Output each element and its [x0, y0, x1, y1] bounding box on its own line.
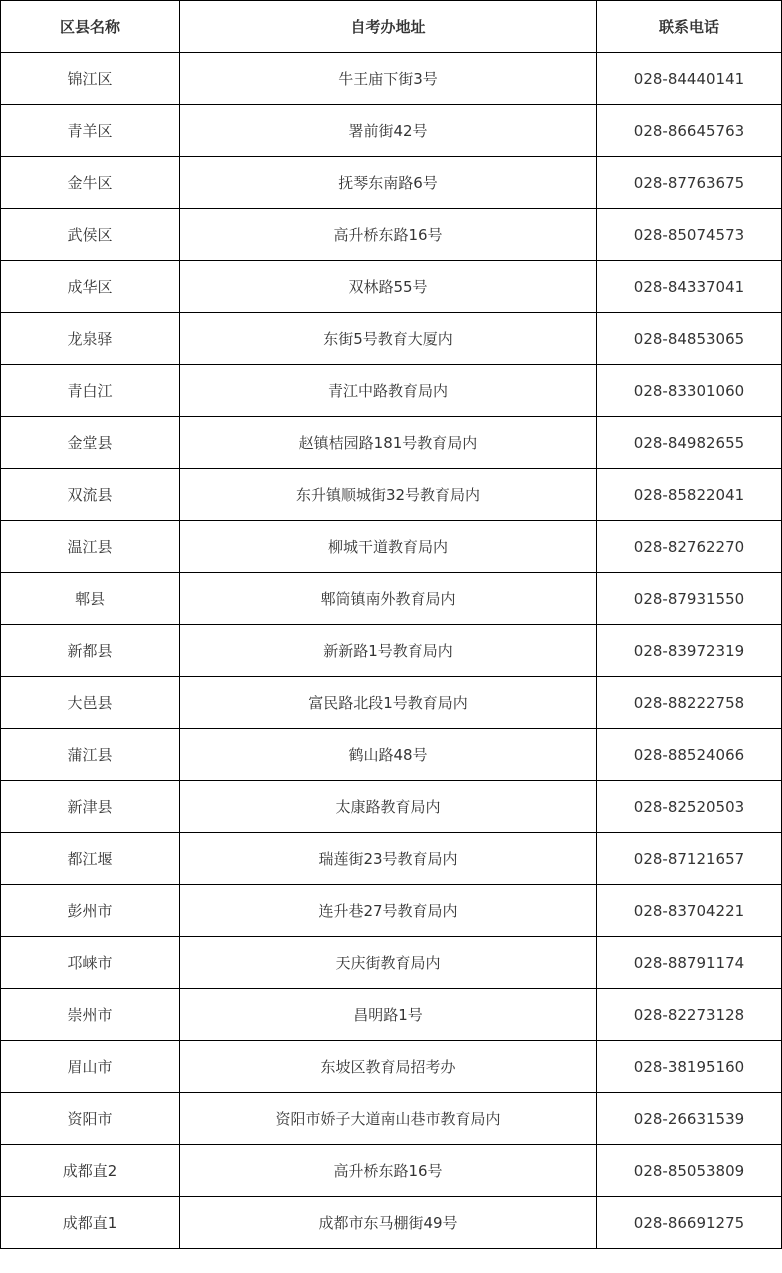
table-row	[1, 781, 782, 833]
phone-cell: 028-26631539	[597, 1093, 782, 1145]
district-cell: 双流县	[1, 469, 180, 521]
table-row	[1, 989, 782, 1041]
table-row	[1, 833, 782, 885]
table-row	[1, 573, 782, 625]
district-cell: 新都县	[1, 625, 180, 677]
phone-cell: 028-88791174	[597, 937, 782, 989]
address-cell: 太康路教育局内	[180, 781, 597, 833]
address-cell: 连升巷27号教育局内	[180, 885, 597, 937]
phone-cell: 028-87121657	[597, 833, 782, 885]
district-cell: 都江堰	[1, 833, 180, 885]
table-row	[1, 365, 782, 417]
phone-cell: 028-86645763	[597, 105, 782, 157]
district-cell: 大邑县	[1, 677, 180, 729]
table-body	[1, 53, 782, 1249]
phone-cell: 028-84853065	[597, 313, 782, 365]
district-cell: 龙泉驿	[1, 313, 180, 365]
district-cell: 金堂县	[1, 417, 180, 469]
table-row	[1, 937, 782, 989]
table-row	[1, 885, 782, 937]
table-row	[1, 625, 782, 677]
district-cell: 青白江	[1, 365, 180, 417]
phone-cell: 028-88222758	[597, 677, 782, 729]
table-row	[1, 469, 782, 521]
address-cell: 瑞莲街23号教育局内	[180, 833, 597, 885]
district-cell: 郫县	[1, 573, 180, 625]
address-cell: 青江中路教育局内	[180, 365, 597, 417]
district-cell: 温江县	[1, 521, 180, 573]
header-address: 自考办地址	[180, 1, 597, 53]
address-cell: 新新路1号教育局内	[180, 625, 597, 677]
table-row	[1, 1041, 782, 1093]
address-cell: 成都市东马棚街49号	[180, 1197, 597, 1249]
phone-cell: 028-82762270	[597, 521, 782, 573]
address-cell: 天庆街教育局内	[180, 937, 597, 989]
phone-cell: 028-88524066	[597, 729, 782, 781]
table-row	[1, 417, 782, 469]
address-cell: 署前街42号	[180, 105, 597, 157]
table-row	[1, 53, 782, 105]
phone-cell: 028-86691275	[597, 1197, 782, 1249]
header-district: 区县名称	[1, 1, 180, 53]
district-cell: 武侯区	[1, 209, 180, 261]
district-cell: 邛崃市	[1, 937, 180, 989]
table-row	[1, 677, 782, 729]
address-cell: 资阳市娇子大道南山巷市教育局内	[180, 1093, 597, 1145]
table-row	[1, 105, 782, 157]
district-cell: 蒲江县	[1, 729, 180, 781]
district-cell: 崇州市	[1, 989, 180, 1041]
address-cell: 东升镇顺城街32号教育局内	[180, 469, 597, 521]
phone-cell: 028-84982655	[597, 417, 782, 469]
district-cell: 金牛区	[1, 157, 180, 209]
table-row	[1, 209, 782, 261]
address-cell: 柳城干道教育局内	[180, 521, 597, 573]
phone-cell: 028-85074573	[597, 209, 782, 261]
phone-cell: 028-87931550	[597, 573, 782, 625]
header-phone: 联系电话	[597, 1, 782, 53]
address-cell: 东坡区教育局招考办	[180, 1041, 597, 1093]
phone-cell: 028-83301060	[597, 365, 782, 417]
district-cell: 彭州市	[1, 885, 180, 937]
address-cell: 郫筒镇南外教育局内	[180, 573, 597, 625]
address-cell: 双林路55号	[180, 261, 597, 313]
table-row	[1, 729, 782, 781]
table-row	[1, 261, 782, 313]
phone-cell: 028-84440141	[597, 53, 782, 105]
address-cell: 鹤山路48号	[180, 729, 597, 781]
table-row	[1, 1145, 782, 1197]
table-header-row	[1, 1, 782, 53]
phone-cell: 028-84337041	[597, 261, 782, 313]
address-cell: 东街5号教育大厦内	[180, 313, 597, 365]
address-cell: 昌明路1号	[180, 989, 597, 1041]
table-row	[1, 157, 782, 209]
table-row	[1, 521, 782, 573]
table-row	[1, 1093, 782, 1145]
address-cell: 高升桥东路16号	[180, 209, 597, 261]
address-cell: 赵镇桔园路181号教育局内	[180, 417, 597, 469]
phone-cell: 028-82273128	[597, 989, 782, 1041]
district-cell: 资阳市	[1, 1093, 180, 1145]
address-cell: 高升桥东路16号	[180, 1145, 597, 1197]
phone-cell: 028-85053809	[597, 1145, 782, 1197]
phone-cell: 028-82520503	[597, 781, 782, 833]
table-row	[1, 1197, 782, 1249]
phone-cell: 028-87763675	[597, 157, 782, 209]
district-cell: 锦江区	[1, 53, 180, 105]
district-cell: 眉山市	[1, 1041, 180, 1093]
district-cell: 新津县	[1, 781, 180, 833]
district-cell: 青羊区	[1, 105, 180, 157]
phone-cell: 028-85822041	[597, 469, 782, 521]
district-cell: 成都直2	[1, 1145, 180, 1197]
phone-cell: 028-38195160	[597, 1041, 782, 1093]
district-cell: 成华区	[1, 261, 180, 313]
address-cell: 富民路北段1号教育局内	[180, 677, 597, 729]
district-cell: 成都直1	[1, 1197, 180, 1249]
phone-cell: 028-83972319	[597, 625, 782, 677]
address-cell: 牛王庙下街3号	[180, 53, 597, 105]
address-cell: 抚琴东南路6号	[180, 157, 597, 209]
table-row	[1, 313, 782, 365]
phone-cell: 028-83704221	[597, 885, 782, 937]
